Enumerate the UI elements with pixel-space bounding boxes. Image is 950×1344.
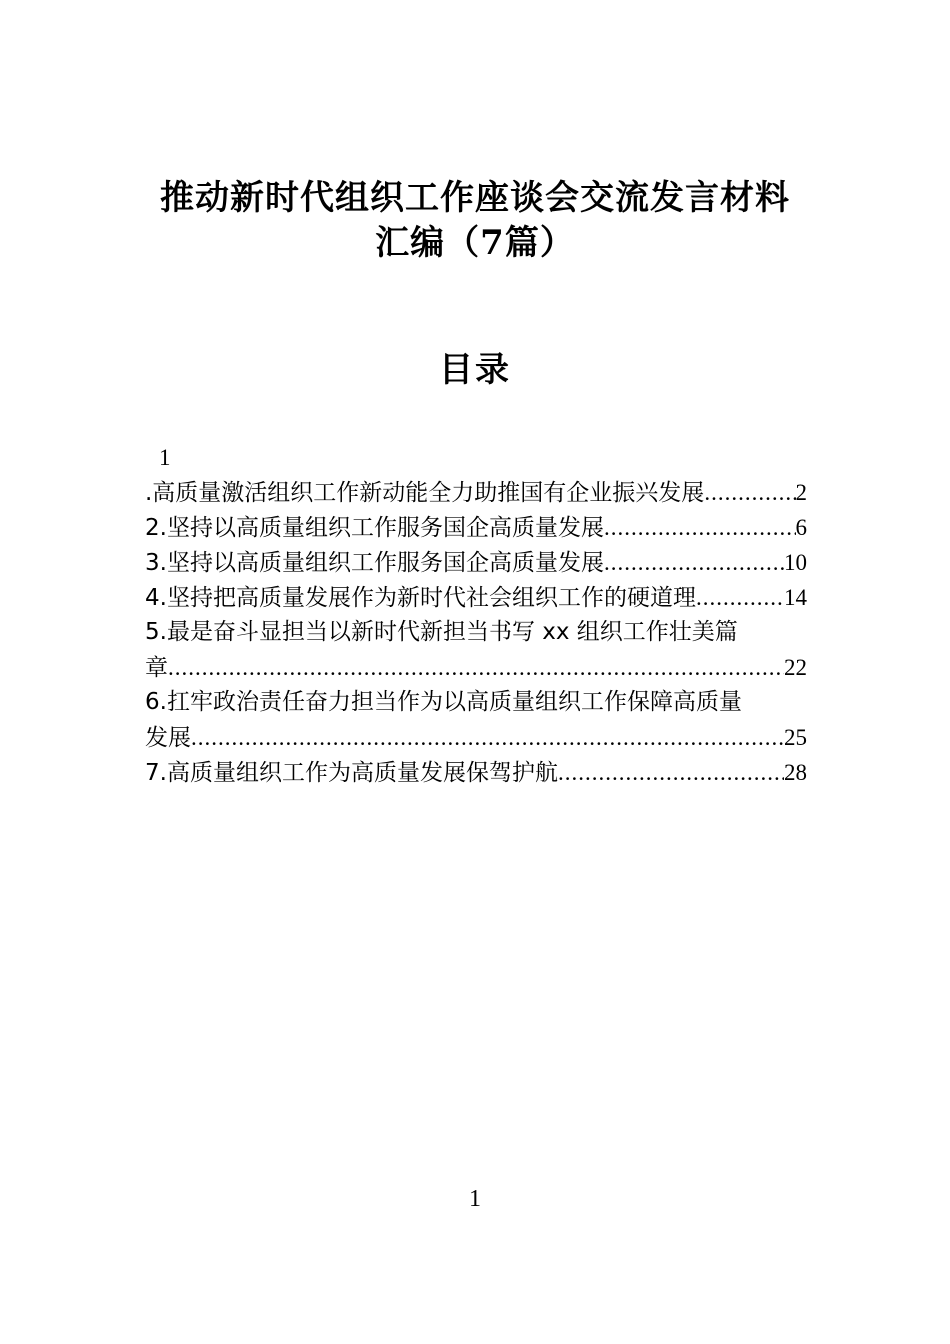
toc-entry-6[interactable] [145, 685, 807, 755]
toc-entry-page: 14 [784, 585, 807, 610]
table-of-contents [145, 440, 807, 790]
toc-entry-label: 4.坚持把高质量发展作为新时代社会组织工作的硬道理 [145, 585, 696, 611]
page-number: 1 [469, 1186, 481, 1212]
toc-entry-label: 7.高质量组织工作为高质量发展保驾护航 [145, 760, 558, 786]
toc-leader-dots [168, 650, 784, 685]
toc-entry-label: 3.坚持以高质量组织工作服务国企高质量发展 [145, 550, 604, 576]
toc-entry-1[interactable] [145, 475, 807, 510]
toc-entry-label: 2.坚持以高质量组织工作服务国企高质量发展 [145, 515, 604, 541]
toc-entry-page: 28 [784, 760, 807, 785]
toc-entry-page: 25 [784, 725, 807, 750]
toc-entry-label: .高质量激活组织工作新动能全力助推国有企业振兴发展 [145, 480, 705, 506]
toc-leader-dots [604, 510, 796, 545]
toc-entry-label: 章 [145, 655, 168, 681]
toc-leader-dots [558, 755, 784, 790]
toc-leader-dots [704, 475, 795, 510]
toc-entry-page: 2 [795, 480, 807, 505]
toc-leader-dots [191, 720, 784, 755]
toc-entry-page: 6 [795, 515, 807, 540]
toc-entry-2[interactable] [145, 510, 807, 545]
document-title-line-2: 汇编（7篇） [375, 223, 575, 263]
toc-leader-dots [696, 580, 784, 615]
toc-leader-dots [604, 545, 784, 580]
toc-entry-label-line-1: 6.扛牢政治责任奋力担当作为以高质量组织工作保障高质量 [145, 689, 742, 715]
toc-heading: 目录 [439, 350, 511, 390]
toc-entry-label-line-1: 5.最是奋斗显担当以新时代新担当书写 xx 组织工作壮美篇 [145, 619, 738, 645]
toc-entry-page: 22 [784, 655, 807, 680]
toc-entry-3[interactable] [145, 545, 807, 580]
document-title-line-1: 推动新时代组织工作座谈会交流发言材料 [160, 178, 790, 218]
toc-entry-7[interactable] [145, 755, 807, 790]
toc-entry-page: 10 [784, 550, 807, 575]
toc-entry-4[interactable] [145, 580, 807, 615]
toc-entry-5[interactable] [145, 615, 807, 685]
toc-entry-label: 发展 [145, 725, 191, 751]
toc-leading-number: 1 [159, 445, 171, 470]
